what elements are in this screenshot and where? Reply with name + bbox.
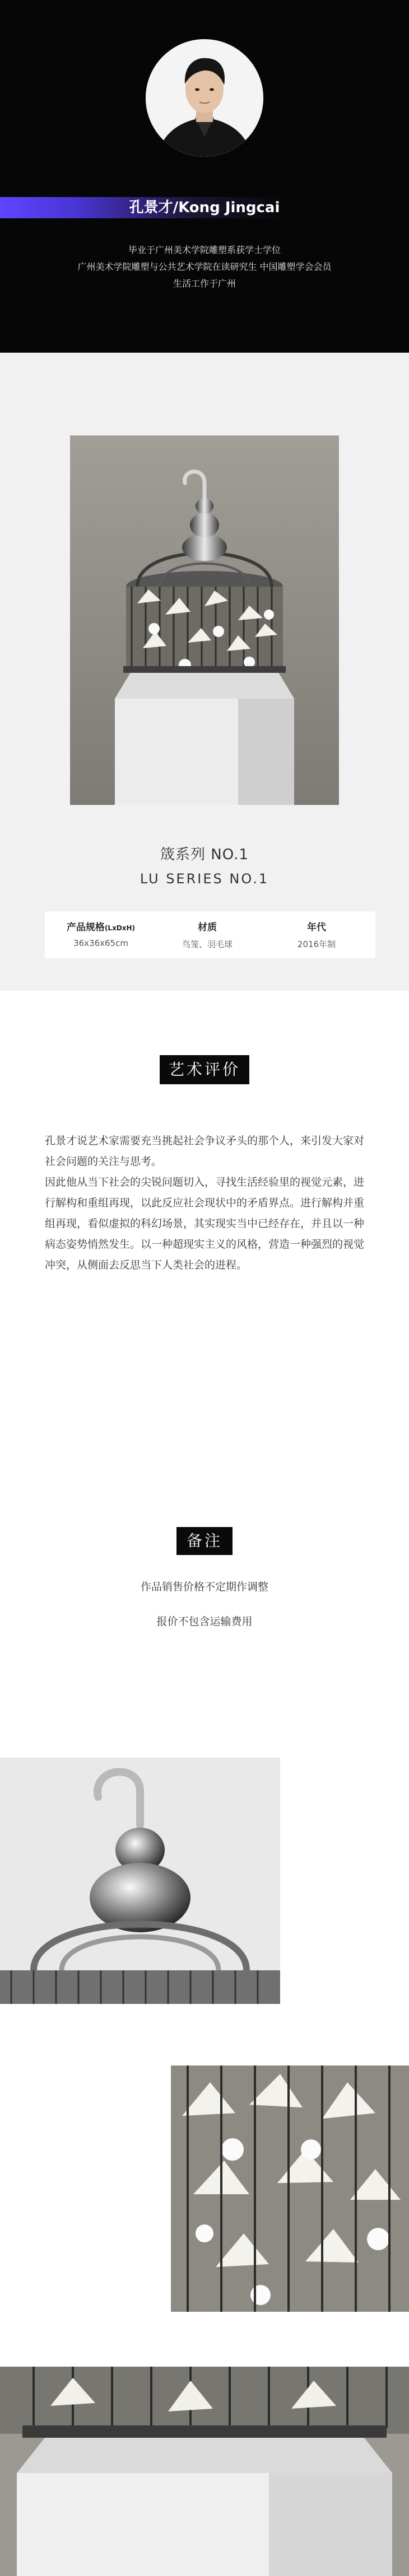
- spec-value: 36x36x65cm: [73, 938, 128, 948]
- spec-key-suffix: (LxDxH): [104, 924, 136, 932]
- artwork-title: 筬系列 NO.1: [160, 846, 249, 863]
- spec-value: 2016年制: [297, 939, 336, 949]
- artwork-photo: [70, 435, 339, 805]
- notes-heading: 备注: [176, 1527, 233, 1555]
- cage-base-detail-icon: [0, 2367, 409, 2576]
- artwork-detail-photo-middle: [171, 2066, 409, 2312]
- review-text: [45, 1131, 364, 1276]
- cage-top-detail-icon: [0, 1758, 280, 2004]
- spec-key: 材质: [198, 922, 217, 933]
- artist-header: [0, 0, 409, 353]
- spec-key: 年代: [307, 922, 326, 933]
- spec-value: 鸟笼、羽毛球: [182, 939, 233, 949]
- bio-line: 广州美术学院雕塑与公共艺术学院在读研究生 中国雕塑学会会员: [77, 261, 332, 272]
- spec-year: [258, 911, 375, 958]
- bio-line: 生活工作于广州: [173, 278, 236, 289]
- review-paragraph: 因此他从当下社会的尖锐问题切入，寻找生活经验里的视觉元素，进行解构和重组再现，以此反应社会现状中的矛盾界点。进行解构并重组再现，看似虚拟的科幻场景，其实现实当中已经存在，并且以一种病态姿势悄然发生。以一种超现实主义的风格，营造一种强烈的视觉冲突，从侧面去反思当下人类社会的进程。: [45, 1176, 365, 1271]
- artist-bio: [0, 242, 409, 292]
- artwork-detail-photo-bottom: [0, 2367, 409, 2576]
- spec-material: [157, 911, 258, 958]
- spec-size: [45, 911, 157, 958]
- review-paragraph: 孔景才说艺术家需要充当挑起社会争议矛头的那个人，来引发大家对社会问题的关注与思考。: [45, 1135, 365, 1168]
- artist-avatar: [146, 39, 263, 157]
- artist-name: 孔景才/Kong Jingcai: [129, 199, 280, 216]
- birdcage-sculpture-icon: [70, 435, 339, 805]
- spec-key: 产品规格: [66, 922, 105, 933]
- note-line: 报价不包含运输费用: [156, 1615, 253, 1628]
- artwork-section: [0, 353, 409, 991]
- bio-line: 毕业于广州美术学院雕塑系获学士学位: [128, 245, 281, 255]
- artwork-spec-card: [45, 911, 375, 958]
- artwork-title-en: LU SERIES NO.1: [140, 871, 269, 887]
- note-line: 作品销售价格不定期作调整: [140, 1581, 268, 1593]
- cage-shuttlecock-detail-icon: [171, 2066, 409, 2312]
- artwork-detail-photo-top: [0, 1758, 280, 2004]
- artist-portrait-icon: [146, 39, 263, 157]
- review-heading: 艺术评价: [160, 1055, 249, 1084]
